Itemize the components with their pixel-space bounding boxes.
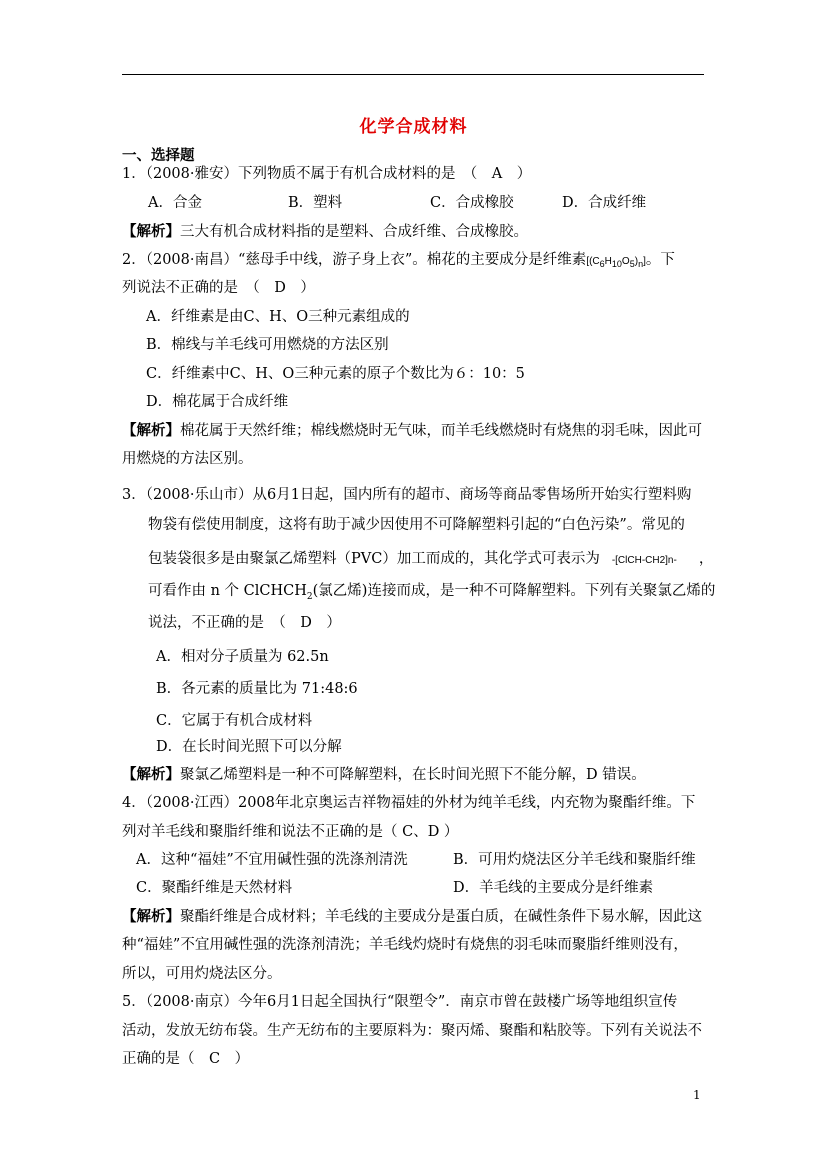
analysis-text: 棉花属于天然纤维；棉线燃烧时无气味，而羊毛线燃烧时有烧焦的羽毛味，因此可 xyxy=(180,423,702,439)
q5-line3: 正确的是（ C ） xyxy=(122,1051,250,1067)
q1-option-a: A．合金 xyxy=(148,195,202,211)
q3-analysis xyxy=(122,765,646,785)
q3-line3-end: ， xyxy=(698,551,714,567)
q4-analysis-line2: 种“福娃”不宜用碱性强的洗涤剂清洗；羊毛线灼烧时有烧焦的羽毛味而聚脂纤维则没有， xyxy=(122,937,688,953)
q1-option-d: D．合成纤维 xyxy=(562,195,647,211)
q3-line1: 3．（2008·乐山市）从6月1日起，国内所有的超市、商场等商品零售场所开始实行塑料购 xyxy=(122,487,692,503)
q3-option-c: C．它属于有机合成材料 xyxy=(156,713,313,729)
q4-line1: 4．（2008·江西）2008年北京奥运吉祥物福娃的外材为纯羊毛线，内充物为聚酯纤维。下 xyxy=(122,795,696,811)
q2-option-b: B．棉线与羊毛线可用燃烧的方法区别 xyxy=(146,337,389,353)
q2-option-d: D．棉花属于合成纤维 xyxy=(146,394,289,410)
q3-line2: 物袋有偿使用制度，这将有助于减少因使用不可降解塑料引起的“白色污染”。常见的 xyxy=(148,517,685,533)
q2-stem-end: 。下 xyxy=(645,252,675,268)
q1-stem: 1．（2008·雅安）下列物质不属于有机合成材料的是 （ A ） xyxy=(122,166,532,182)
q2-stem-line1 xyxy=(122,250,675,272)
q4-analysis-line3: 所以，可用灼烧法区分。 xyxy=(122,966,282,982)
analysis-tag: 【解析】 xyxy=(122,908,180,925)
analysis-text: 三大有机合成材料指的是塑料、合成纤维、合成橡胶。 xyxy=(180,224,528,240)
header-rule xyxy=(122,74,704,75)
q2-stem-line2: 列说法不正确的是 （ D ） xyxy=(122,280,315,296)
q2-analysis-line2: 用燃烧的方法区别。 xyxy=(122,451,253,467)
q4-line2: 列对羊毛线和聚脂纤维和说法不正确的是（ C、D ） xyxy=(122,824,459,840)
q4-option-c: C．聚酯纤维是天然材料 xyxy=(136,880,293,896)
q2-stem-text: 2．（2008·南昌）“慈母手中线，游子身上衣”。棉花的主要成分是纤维素 xyxy=(122,252,587,268)
q2-option-a: A．纤维素是由C、H、O三种元素组成的 xyxy=(146,309,410,325)
q5-line1: 5．（2008·南京）今年6月1日起全国执行“限塑令”．南京市曾在鼓楼广场等地组织宣传 xyxy=(122,994,678,1010)
analysis-tag: 【解析】 xyxy=(122,422,180,439)
q3-option-d: D．在长时间光照下可以分解 xyxy=(156,739,342,755)
q3-line4-text: 可看作由 n 个 ClCHCH xyxy=(148,583,307,599)
q2-analysis-line1 xyxy=(122,421,702,441)
q4-option-a: A．这种“福娃”不宜用碱性强的洗涤剂清洗 xyxy=(136,852,408,868)
page-title: 化学合成材料 xyxy=(359,117,468,137)
pvc-formula: -[ClCH-CH2]n- xyxy=(611,555,677,566)
analysis-text: 聚酯纤维是合成材料；羊毛线的主要成分是蛋白质，在碱性条件下易水解，因此这 xyxy=(180,909,702,925)
q3-line3 xyxy=(148,549,713,571)
q2-option-c: C．纤维素中C、H、O三种元素的原子个数比为６：10：5 xyxy=(146,366,525,382)
q3-line5: 说法，不正确的是 （ D ） xyxy=(148,615,341,631)
q3-line3-text: 包装袋很多是由聚氯乙烯塑料（PVC）加工而成的，其化学式可表示为 xyxy=(148,551,600,567)
analysis-tag: 【解析】 xyxy=(122,766,180,783)
section-heading: 一、选择题 xyxy=(122,147,195,164)
q3-option-a: A．相对分子质量为 62.5n xyxy=(156,649,329,665)
analysis-text: 聚氯乙烯塑料是一种不可降解塑料，在长时间光照下不能分解，D 错误。 xyxy=(180,767,646,783)
cellulose-formula: $[(C_6H_{10}O_5)_n]$ xyxy=(586,256,646,269)
q5-line2: 活动，发放无纺布袋。生产无纺布的主要原料为：聚丙烯、聚酯和粘胶等。下列有关说法不 xyxy=(122,1023,702,1039)
q3-option-b: B．各元素的质量比为 71:48:6 xyxy=(156,681,358,697)
q1-option-c: C．合成橡胶 xyxy=(430,195,514,211)
q4-option-d: D．羊毛线的主要成分是纤维素 xyxy=(453,880,654,896)
q3-line4 xyxy=(148,581,715,601)
subscript: 2 xyxy=(306,591,313,602)
q4-analysis-line1 xyxy=(122,907,702,927)
q3-line4-rest: (氯乙烯)连接而成，是一种不可降解塑料。下列有关聚氯乙烯的 xyxy=(312,583,716,599)
page-number: 1 xyxy=(693,1088,701,1102)
q1-analysis xyxy=(122,222,528,242)
q1-option-b: B．塑料 xyxy=(288,195,343,211)
q4-option-b: B．可用灼烧法区分羊毛线和聚脂纤维 xyxy=(453,852,696,868)
analysis-tag: 【解析】 xyxy=(122,223,180,240)
